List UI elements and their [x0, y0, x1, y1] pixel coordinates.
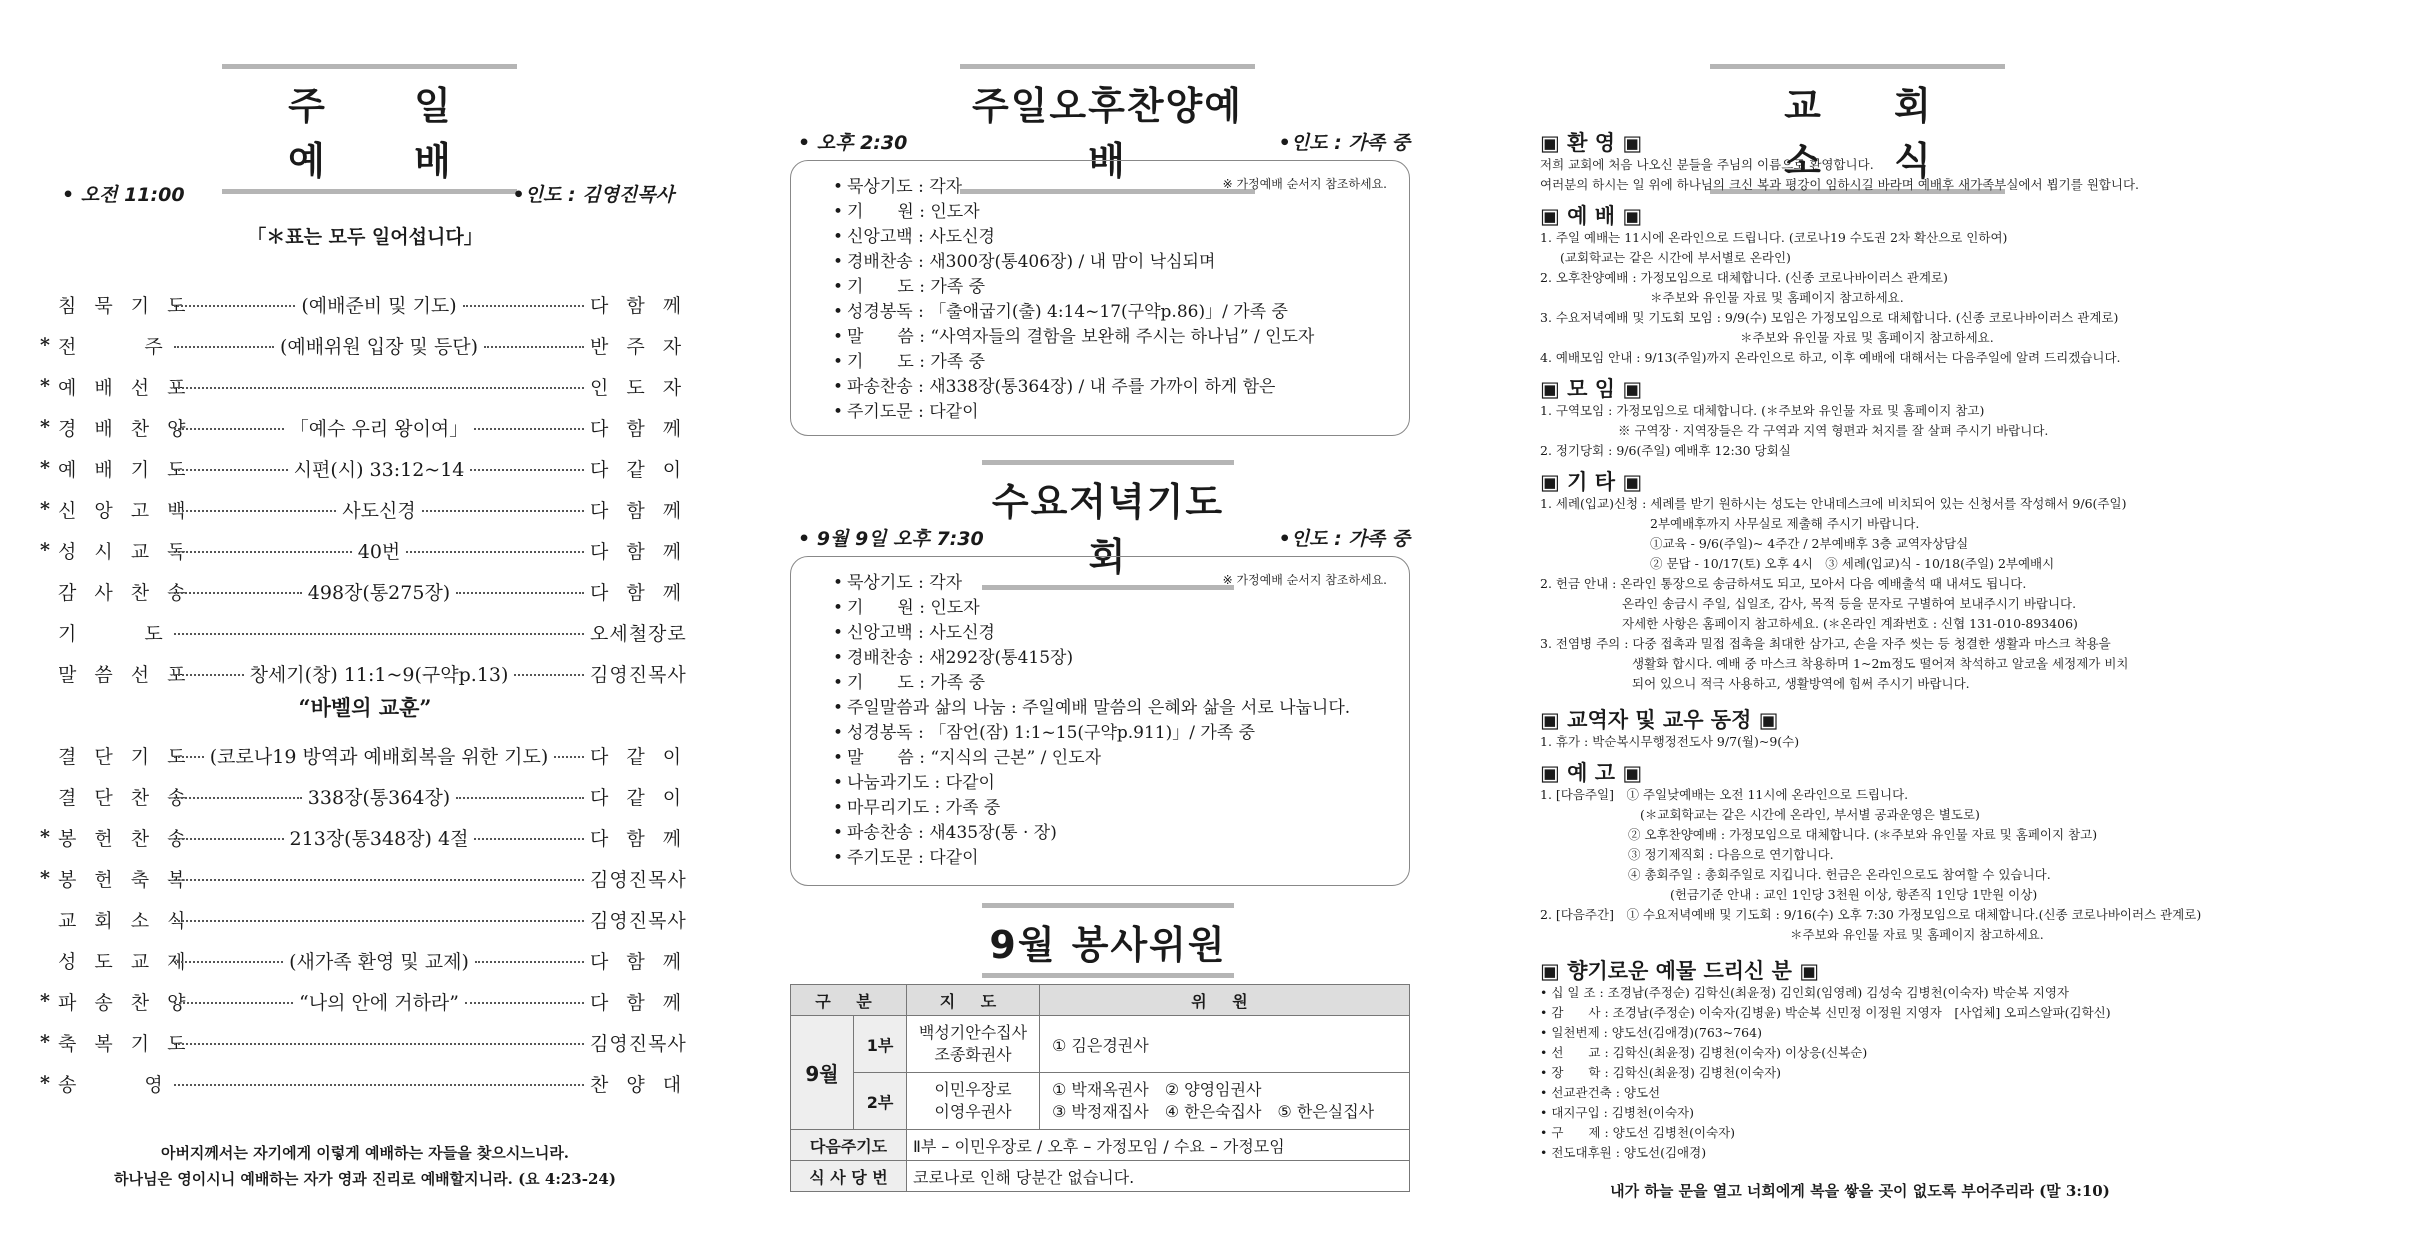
next-prayer-value: Ⅱ부 – 이민우장로 / 오후 – 가정모임 / 수요 – 가정모임: [907, 1130, 1410, 1161]
verse-line-2: 하나님은 영이시니 예배하는 자가 영과 진리로 예배할지니라. (요 4:23-24): [114, 1170, 616, 1188]
table-header: 지 도: [907, 985, 1040, 1016]
afternoon-worship-leader: •인도 : 가족 중: [1278, 132, 1410, 154]
news-line: 3. 전염병 주의 : 다중 접촉과 밀접 접촉을 최대한 삼가고, 손을 자주 씻는 등 청결한 생활과 마스크 착용을: [1540, 636, 2111, 651]
service-item: * 경 배 찬 양 「예수 우리 왕이여」 다 함 께: [40, 416, 688, 440]
list-item: • 신앙고백 : 사도신경: [847, 621, 1409, 646]
news-line: • 장 학 : 김학신(최윤정) 김병천(이숙자): [1540, 1065, 1782, 1080]
month-cell: 9월: [791, 1016, 854, 1130]
list-item: • 성경봉독 : 「잠언(잠) 1:1~15(구약p.911)」/ 가족 중: [847, 721, 1409, 746]
news-line: (교회학교는 같은 시간에 부서별로 온라인): [1560, 250, 1791, 265]
section-offerings: ▣ 향기로운 예물 드리신 분 ▣: [1540, 959, 1820, 983]
service-item: 기 도 오세철장로: [58, 622, 687, 645]
wednesday-prayer-leader: •인도 : 가족 중: [1278, 528, 1410, 550]
news-line: 자세한 사항은 홈페이지 참고하세요. (＊온라인 계좌번호 : 신협 131-010-893406): [1622, 616, 2078, 631]
lead-cell: 백성기안수집사 조종화권사: [907, 1016, 1040, 1073]
list-item: • 나눔과기도 : 다같이: [847, 771, 1409, 796]
news-line: (헌금기준 안내 : 교인 1인당 3천원 이상, 항존직 1인당 1만원 이상): [1670, 887, 2038, 902]
list-item: • 마무리기도 : 가족 중: [847, 796, 1409, 821]
standing-notice: 「＊표는 모두 일어섭니다」: [247, 226, 483, 248]
news-line: • 십 일 조 : 조경남(주정순) 김학신(최윤정) 김인회(임영례) 김성숙 김병천(이숙자) 박순복 지영자: [1540, 985, 2070, 1000]
service-item: * 예 배 기 도 시편(시) 33:12~14 다 같 이: [40, 457, 688, 481]
news-line: 생활화 합시다. 예배 중 마스크 착용하며 1~2m정도 떨어져 착석하고 알코올 세정제가 비치: [1632, 656, 2129, 671]
services-column: [790, 0, 1430, 1240]
service-item: * 봉 헌 축 복 김영진목사: [40, 867, 687, 891]
afternoon-worship-note: ※ 가정예배 순서지 참조하세요.: [1222, 177, 1387, 191]
wednesday-prayer-order-box: [790, 556, 1410, 886]
table-row: [791, 1016, 1410, 1073]
service-item: * 신 앙 고 백 사도신경 다 함 께: [40, 498, 688, 522]
list-item: • 주일말씀과 삶의 나눔 : 주일예배 말씀의 은혜와 삶을 서로 나눕니다.: [847, 696, 1409, 721]
list-item: • 묵상기도 : 각자: [847, 571, 1409, 596]
list-item: • 기 원 : 인도자: [847, 200, 1409, 225]
news-line: 여러분의 하시는 일 위에 하나님의 크신 복과 평강이 임하시길 바라며 예배후 새가족부실에서 뵙기를 원합니다.: [1540, 177, 2140, 192]
news-line: 2. 오후찬양예배 : 가정모임으로 대체합니다. (신종 코로나바이러스 관계로): [1540, 270, 1948, 285]
news-line: 1. [다음주일] ① 주일낮예배는 오전 11시에 온라인으로 드립니다.: [1540, 787, 1909, 802]
next-prayer-label: 다음주기도: [791, 1130, 907, 1161]
service-item: 결 단 찬 송 338장(통364장) 다 같 이: [58, 786, 688, 809]
church-news-column: [1540, 0, 2202, 1240]
sunday-worship-leader: •인도 : 김영진목사: [512, 184, 674, 206]
meal-duty-value: 코로나로 인해 당분간 없습니다.: [907, 1161, 1410, 1192]
wednesday-prayer-time: • 9월 9일 오후 7:30: [798, 528, 984, 550]
sunday-worship-title-box: [222, 64, 517, 194]
news-line: 2. [다음주간] ① 수요저녁예배 및 기도회 : 9/16(수) 오후 7:30 가정모임으로 대체합니다.(신종 코로나바이러스 관계로): [1540, 907, 2202, 922]
afternoon-worship-order-box: [790, 160, 1410, 436]
news-line: 2. 헌금 안내 : 온라인 통장으로 송금하셔도 되고, 모아서 다음 예배출석 때 내셔도 됩니다.: [1540, 576, 2027, 591]
news-line: ※ 구역장 · 지역장들은 각 구역과 지역 형편과 처지를 잘 살펴 주시기 바랍니다.: [1618, 423, 2049, 438]
news-line: 저희 교회에 처음 나오신 분들을 주님의 이름으로 환영합니다.: [1540, 157, 1874, 172]
news-line: 1. 구역모임 : 가정모임으로 대체합니다. (＊주보와 유인물 자료 및 홈페이지 참고): [1540, 403, 1985, 418]
volunteers-table: [790, 984, 1410, 1192]
news-line: ①교육 - 9/6(주일)~ 4주간 / 2부예배후 3층 교역자상담실: [1650, 536, 1969, 551]
sunday-worship-column: [40, 0, 690, 1240]
table-row: [791, 1130, 1410, 1161]
meal-duty-label: 식 사 당 번: [791, 1161, 907, 1192]
church-news-title: 교 회 소 식: [1784, 84, 1961, 183]
news-line: • 일천번제 : 양도선(김애경)(763~764): [1540, 1025, 1762, 1040]
service-item: * 전 주 (예배위원 입장 및 등단) 반 주 자: [40, 334, 688, 358]
news-line: ② 문답 - 10/17(토) 오후 4시 ③ 세례(입교)식 - 10/18(주일) 2부예배시: [1650, 556, 2055, 571]
news-line: 3. 수요저녁예배 및 기도회 모임 : 9/9(수) 모임은 가정모임으로 대체합니다. (신종 코로나바이러스 관계로): [1540, 310, 2119, 325]
news-line: 1. 주일 예배는 11시에 온라인으로 드립니다. (코로나19 수도권 2차 확산으로 인하여): [1540, 230, 2008, 245]
news-line: 온라인 송금시 주일, 십일조, 감사, 목적 등을 문자로 구별하여 보내주시기 바랍니다.: [1622, 596, 2077, 611]
afternoon-worship-time: • 오후 2:30: [798, 132, 908, 154]
lead-cell: 이민우장로 이영우권사: [907, 1073, 1040, 1130]
list-item: • 말 씀 : “지식의 근본” / 인도자: [847, 746, 1409, 771]
section-meetings: ▣ 모 임 ▣: [1540, 377, 1643, 401]
service-item: 성 도 교 제 (새가족 환영 및 교제) 다 함 께: [58, 950, 688, 973]
news-line: 1. 휴가 : 박순복시무행정전도사 9/7(월)~9(수): [1540, 734, 1800, 749]
section-worship: ▣ 예 배 ▣: [1540, 204, 1643, 228]
sunday-worship-time: • 오전 11:00: [62, 184, 185, 206]
service-item: 말 씀 선 포 창세기(창) 11:1~9(구약p.13) 김영진목사: [58, 663, 687, 686]
service-item: * 축 복 기 도 김영진목사: [40, 1031, 687, 1055]
news-line: • 전도대후원 : 양도선(김애경): [1540, 1145, 1707, 1160]
service-item: * 성 시 교 독 40번 다 함 께: [40, 539, 688, 563]
service-item: * 예 배 선 포 인 도 자: [40, 375, 688, 399]
list-item: • 주기도문 : 다같이: [847, 846, 1409, 871]
list-item: • 경배찬송 : 새300장(통406장) / 내 맘이 낙심되며: [847, 250, 1409, 275]
section-welcome: ▣ 환 영 ▣: [1540, 131, 1643, 155]
wednesday-prayer-note: ※ 가정예배 순서지 참조하세요.: [1222, 573, 1387, 587]
news-line: ③ 정기제직회 : 다음으로 연기합니다.: [1628, 847, 1834, 862]
service-item: 침 묵 기 도 (예배준비 및 기도) 다 함 께: [58, 294, 688, 317]
news-line: 1. 세례(입교)신청 : 세례를 받기 원하시는 성도는 안내데스크에 비치되어 있는 신청서를 작성해서 9/6(주일): [1540, 496, 2127, 511]
news-line: ② 오후찬양예배 : 가정모임으로 대체합니다. (＊주보와 유인물 자료 및 홈페이지 참고): [1628, 827, 2098, 842]
news-line: • 선 교 : 김학신(최윤정) 김병천(이숙자) 이상응(신복순): [1540, 1045, 1868, 1060]
table-header: 구 분: [791, 985, 907, 1016]
list-item: • 기 도 : 가족 중: [847, 275, 1409, 300]
news-line: • 대지구입 : 김병천(이숙자): [1540, 1105, 1695, 1120]
news-line: ＊주보와 유인물 자료 및 홈페이지 참고하세요.: [1790, 927, 2044, 942]
list-item: • 말 씀 : “사역자들의 결함을 보완해 주시는 하나님” / 인도자: [847, 325, 1409, 350]
section-staff-news: ▣ 교역자 및 교우 동정 ▣: [1540, 708, 1779, 732]
volunteers-title: 9월 봉사위원: [989, 923, 1227, 967]
news-line: ＊주보와 유인물 자료 및 홈페이지 참고하세요.: [1650, 290, 1904, 305]
part-cell: 2부: [854, 1073, 907, 1130]
service-item: 감 사 찬 송 498장(통275장) 다 함 께: [58, 581, 688, 604]
volunteers-title-box: [982, 903, 1234, 978]
wednesday-prayer-title: 수요저녁기도회: [991, 480, 1225, 579]
news-line: 2. 정기당회 : 9/6(주일) 예배후 12:30 당회실: [1540, 443, 1791, 458]
list-item: • 묵상기도 : 각자: [847, 175, 1409, 200]
news-line: • 구 제 : 양도선 김병천(이숙자): [1540, 1125, 1736, 1140]
news-line: 되어 있으니 적극 사용하고, 생활방역에 힘써 주시기 바랍니다.: [1632, 676, 1970, 691]
part-cell: 1부: [854, 1016, 907, 1073]
news-line: 4. 예배모임 안내 : 9/13(주일)까지 온라인으로 하고, 이후 예배에 대해서는 다음주일에 알려 드리겠습니다.: [1540, 350, 2121, 365]
service-item: * 파 송 찬 양 “나의 안에 거하라” 다 함 께: [40, 990, 688, 1014]
section-others: ▣ 기 타 ▣: [1540, 470, 1643, 494]
list-item: • 기 도 : 가족 중: [847, 671, 1409, 696]
list-item: • 성경봉독 : 「출애굽기(출) 4:14~17(구약p.86)」/ 가족 중: [847, 300, 1409, 325]
verse-line-1: 아버지께서는 자기에게 이렇게 예배하는 자들을 찾으시느니라.: [160, 1144, 570, 1162]
list-item: • 경배찬송 : 새292장(통415장): [847, 646, 1409, 671]
news-line: (＊교회학교는 같은 시간에 온라인, 부서별 공과운영은 별도로): [1640, 807, 1980, 822]
sermon-title: “바벨의 교훈”: [298, 695, 432, 720]
members-cell: ① 김은경권사: [1040, 1016, 1410, 1073]
closing-verse: 내가 하늘 문을 열고 너희에게 복을 쌓을 곳이 없도록 부어주리라 (말 3:10): [1610, 1182, 2110, 1200]
news-line: 2부예배후까지 사무실로 제출해 주시기 바랍니다.: [1650, 516, 1920, 531]
service-item: 교 회 소 식 김영진목사: [58, 909, 687, 932]
news-line: ＊주보와 유인물 자료 및 홈페이지 참고하세요.: [1740, 330, 1994, 345]
sunday-worship-title: 주 일 예 배: [288, 84, 489, 183]
service-item: * 송 영 찬 양 대: [40, 1072, 688, 1096]
service-item: * 봉 헌 찬 송 213장(통348장) 4절 다 함 께: [40, 826, 688, 850]
afternoon-worship-title: 주일오후찬양예배: [972, 84, 1243, 183]
list-item: • 파송찬송 : 새435장(통 · 장): [847, 821, 1409, 846]
table-row: [791, 1161, 1410, 1192]
list-item: • 신앙고백 : 사도신경: [847, 225, 1409, 250]
list-item: • 주기도문 : 다같이: [847, 400, 1409, 425]
list-item: • 파송찬송 : 새338장(통364장) / 내 주를 가까이 하게 함은: [847, 375, 1409, 400]
news-line: • 감 사 : 조경남(주정순) 이숙자(김병윤) 박순복 신민정 이정원 지영자 [사업체] 오피스알파(김학신): [1540, 1005, 2111, 1020]
list-item: • 기 도 : 가족 중: [847, 350, 1409, 375]
members-cell: ① 박재옥권사 ② 양영임권사 ③ 박정재집사 ④ 한은숙집사 ⑤ 한은실집사: [1040, 1073, 1410, 1130]
table-header: 위 원: [1040, 985, 1410, 1016]
section-announcements: ▣ 예 고 ▣: [1540, 761, 1643, 785]
news-line: • 선교관건축 : 양도선: [1540, 1085, 1661, 1100]
service-item: 결 단 기 도 (코로나19 방역과 예배회복을 위한 기도) 다 같 이: [58, 745, 688, 768]
table-row: [791, 1073, 1410, 1130]
news-line: ④ 총회주일 : 총회주일로 지킵니다. 헌금은 온라인으로도 참여할 수 있습니다.: [1628, 867, 2051, 882]
list-item: • 기 원 : 인도자: [847, 596, 1409, 621]
